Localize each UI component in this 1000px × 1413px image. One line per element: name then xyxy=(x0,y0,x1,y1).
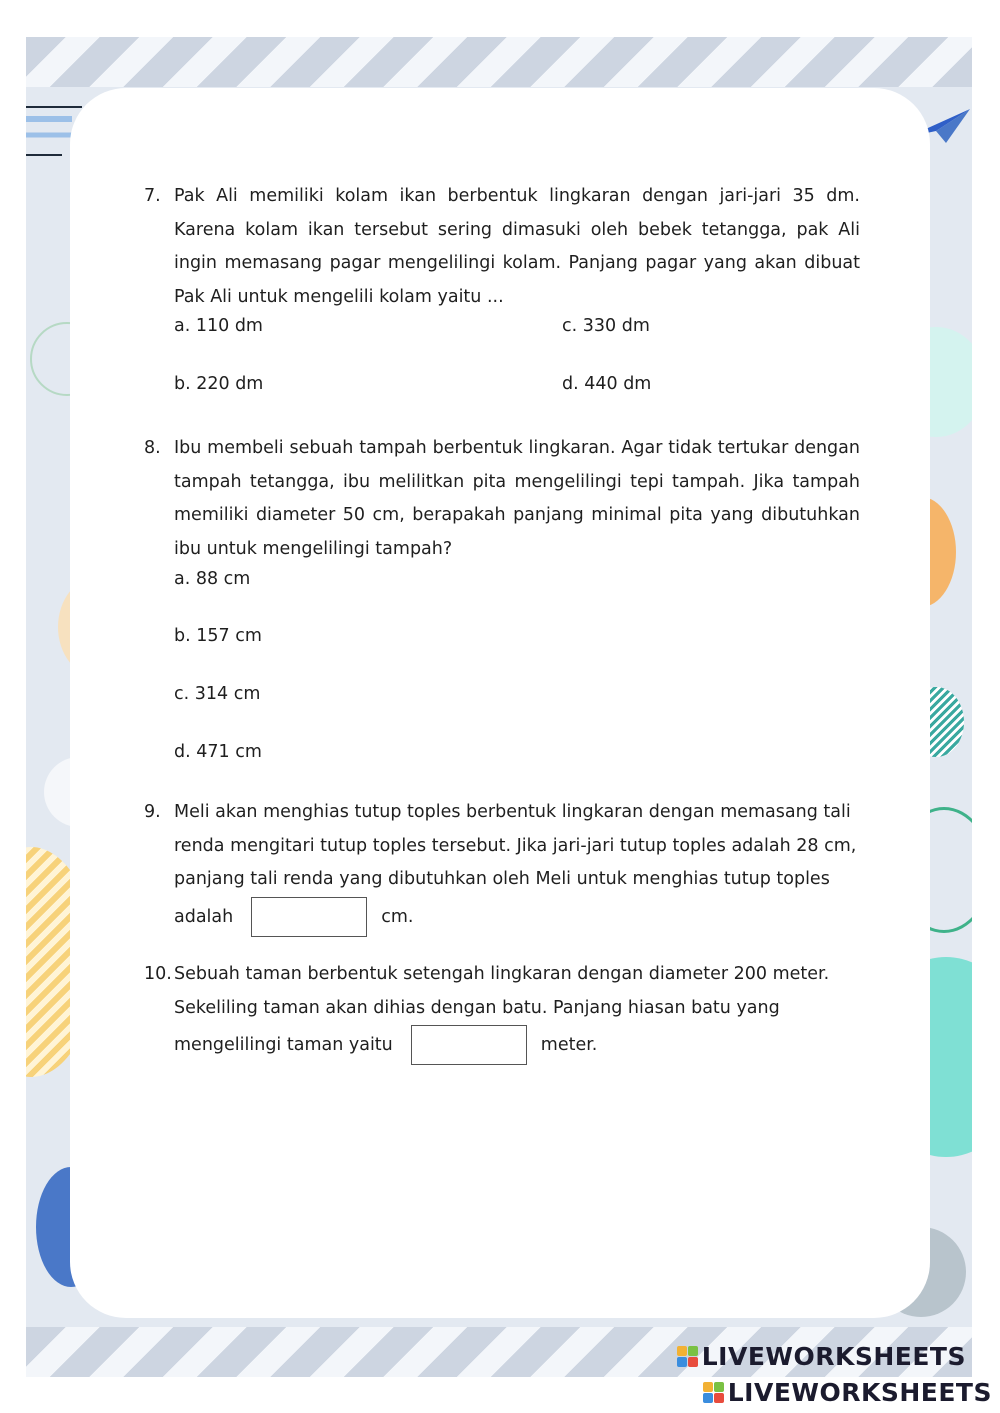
question-number: 10. xyxy=(144,964,172,984)
brand-logo-2 xyxy=(703,1378,992,1407)
question-9 xyxy=(144,796,860,937)
top-stripe-band xyxy=(26,37,972,87)
question-7 xyxy=(144,180,860,314)
question-text: Sebuah taman berbentuk setengah lingkaran dengan diameter 200 meter. Sekeliling taman akan dihias dengan batu. Panjang hiasan batu yang mengelilingi taman yaitu xyxy=(174,964,830,1055)
question-10 xyxy=(144,958,860,1065)
brand-name: LIVEWORKSHEETS xyxy=(701,1342,966,1371)
brand-logo-1 xyxy=(677,1342,966,1371)
liveworksheets-logo-icon xyxy=(677,1346,698,1367)
answer-unit: meter. xyxy=(540,1035,598,1055)
option-d[interactable]: d. 471 cm xyxy=(174,742,262,762)
brand-name: LIVEWORKSHEETS xyxy=(727,1378,992,1407)
option-d[interactable]: d. 440 dm xyxy=(562,374,652,394)
question-text: Meli akan menghias tutup toples berbentuk lingkaran dengan memasang tali renda mengitari tutup toples tersebut. Jika jari-jari tutup toples adalah 28 cm, panjang tali renda yang dibutuhkan oleh Meli untuk menghias tutup toples adalah xyxy=(174,802,857,927)
option-b[interactable]: b. 220 dm xyxy=(174,374,264,394)
question-number: 8. xyxy=(144,438,161,458)
question-number: 9. xyxy=(144,802,161,822)
answer-unit: cm. xyxy=(381,906,414,927)
option-a[interactable]: a. 88 cm xyxy=(174,569,251,589)
option-a[interactable]: a. 110 dm xyxy=(174,316,263,336)
question-text: Ibu membeli sebuah tampah berbentuk lingkaran. Agar tidak tertukar dengan tampah tetangga, ibu melilitkan pita mengelilingi tepi tampah. Jika tampah memiliki diameter 50 cm, berapakah panjang minimal pita yang dibutuhkan ibu untuk mengelilingi tampah? xyxy=(174,438,860,559)
option-c[interactable]: c. 330 dm xyxy=(562,316,650,336)
question-8 xyxy=(144,432,860,566)
liveworksheets-logo-icon xyxy=(703,1382,724,1403)
option-b[interactable]: b. 157 cm xyxy=(174,626,262,646)
answer-input[interactable] xyxy=(411,1025,527,1065)
answer-input[interactable] xyxy=(251,897,367,937)
option-c[interactable]: c. 314 cm xyxy=(174,684,261,704)
question-text: Pak Ali memiliki kolam ikan berbentuk lingkaran dengan jari-jari 35 dm. Karena kolam ikan tersebut sering dimasuki oleh bebek tetangga, pak Ali ingin memasang pagar mengelilingi kolam. Panjang pagar yang akan dibuat Pak Ali untuk mengelili kolam yaitu ... xyxy=(174,186,860,307)
question-number: 7. xyxy=(144,186,161,206)
